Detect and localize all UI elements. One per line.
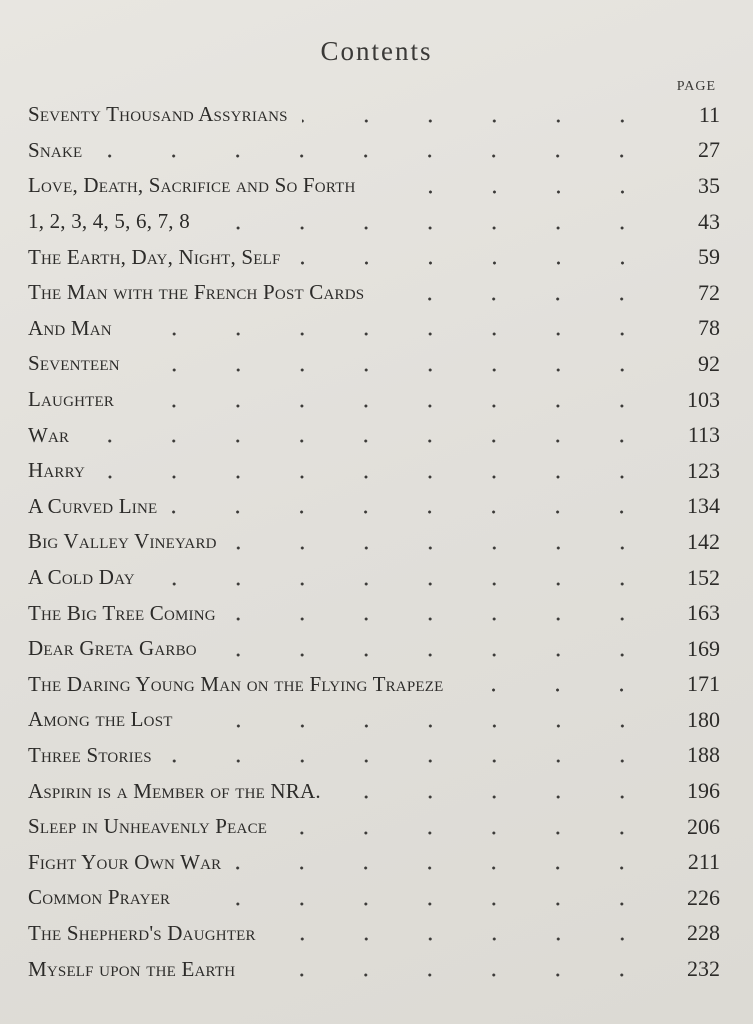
toc-entry: [28, 631, 720, 667]
entry-title: A Cold Day: [28, 565, 135, 590]
contents-heading: Contents: [320, 36, 433, 66]
dot-leader: [166, 759, 654, 763]
dot-leader: [96, 154, 654, 158]
dot-leader: [211, 653, 654, 657]
entry-title: Aspirin is a Member of the NRA.: [28, 778, 321, 803]
dot-leader: [235, 866, 654, 870]
toc-entry: [28, 738, 720, 774]
toc-entry: [28, 880, 720, 916]
entry-page-number: 123: [687, 457, 720, 483]
entry-title: Love, Death, Sacrifice and So Forth: [28, 173, 356, 198]
dot-leader: [187, 724, 654, 728]
dot-leader: [134, 368, 654, 372]
toc-entry: [28, 844, 720, 880]
entry-page-number: 134: [687, 493, 720, 519]
dot-leader: [281, 831, 654, 835]
dot-leader: [171, 510, 654, 514]
entry-page-number: 196: [687, 778, 720, 804]
entry-page-number: 169: [687, 635, 720, 661]
dot-leader: [126, 332, 654, 336]
entry-title: Harry: [28, 458, 86, 483]
dot-leader: [128, 404, 654, 408]
toc-entry: [28, 524, 720, 560]
entry-page-number: 92: [698, 350, 720, 376]
toc-entry: [28, 133, 720, 169]
toc-entry: [28, 916, 720, 952]
entry-title: Three Stories: [28, 742, 152, 767]
entry-page-number: 142: [687, 528, 720, 554]
dot-leader: [270, 937, 654, 941]
toc-entry: [28, 346, 720, 382]
entry-page-number: 226: [687, 884, 720, 910]
page-column-label: PAGE: [676, 79, 716, 94]
toc-entry: [28, 453, 720, 489]
entry-title: The Daring Young Man on the Flying Trapeze: [28, 671, 444, 696]
toc-entry: [28, 97, 720, 133]
toc-entry: [28, 275, 720, 311]
entry-title: Snake: [28, 137, 83, 162]
dot-leader: [378, 297, 654, 301]
entry-title: Myself upon the Earth: [28, 956, 236, 981]
entry-page-number: 27: [698, 137, 720, 163]
entry-title: Common Prayer: [28, 885, 171, 910]
dot-leader: [184, 902, 654, 906]
dot-leader: [302, 119, 654, 123]
entry-page-number: 232: [687, 956, 720, 982]
entry-title: Dear Greta Garbo: [28, 636, 197, 661]
dot-leader: [231, 546, 654, 550]
entry-title: A Curved Line: [28, 493, 158, 518]
toc-entry: [28, 382, 720, 418]
toc-entry: [28, 951, 720, 987]
entry-page-number: 152: [687, 564, 720, 590]
entry-page-number: 171: [687, 671, 720, 697]
entry-title: The Man with the French Post Cards: [28, 280, 365, 305]
dot-leader: [295, 261, 654, 265]
toc-entry: [28, 204, 720, 240]
dot-leader: [83, 439, 654, 443]
dot-leader: [99, 475, 654, 479]
toc-entry: [28, 702, 720, 738]
entry-page-number: 113: [687, 422, 720, 448]
dot-leader: [457, 688, 654, 692]
toc-entry: [28, 239, 720, 275]
entry-title: Among the Lost: [28, 707, 173, 732]
toc-entry: [28, 809, 720, 845]
entry-page-number: 43: [698, 208, 720, 234]
entry-page-number: 59: [698, 244, 720, 270]
entry-page-number: 180: [687, 706, 720, 732]
dot-leader: [335, 795, 654, 799]
entry-page-number: 35: [698, 172, 720, 198]
entry-page-number: 163: [687, 600, 720, 626]
entry-title: 1, 2, 3, 4, 5, 6, 7, 8: [28, 209, 190, 234]
entry-title: And Man: [28, 315, 112, 340]
entry-page-number: 103: [687, 386, 720, 412]
entry-title: The Earth, Day, Night, Self: [28, 244, 281, 269]
toc-entry: [28, 595, 720, 631]
entry-title: Big Valley Vineyard: [28, 529, 217, 554]
entry-title: Sleep in Unheavenly Peace: [28, 814, 268, 839]
entry-title: The Shepherd's Daughter: [28, 920, 256, 945]
entry-title: Fight Your Own War: [28, 849, 222, 874]
contents-list: [28, 97, 720, 987]
toc-entry: [28, 311, 720, 347]
entry-page-number: 188: [687, 742, 720, 768]
dot-leader: [230, 617, 654, 621]
entry-page-number: 78: [698, 315, 720, 341]
entry-title: Laughter: [28, 387, 115, 412]
entry-title: Seventy Thousand Assyrians: [28, 102, 288, 127]
entry-page-number: 228: [687, 920, 720, 946]
dot-leader: [370, 190, 654, 194]
toc-entry: [28, 667, 720, 703]
entry-title: War: [28, 422, 70, 447]
dot-leader: [204, 226, 654, 230]
entry-page-number: 211: [687, 849, 720, 875]
dot-leader: [149, 582, 654, 586]
toc-entry: [28, 417, 720, 453]
entry-title: Seventeen: [28, 351, 120, 376]
entry-page-number: 206: [687, 813, 720, 839]
dot-leader: [249, 973, 654, 977]
toc-entry: [28, 168, 720, 204]
entry-title: The Big Tree Coming: [28, 600, 216, 625]
toc-entry: [28, 560, 720, 596]
entry-page-number: 11: [698, 101, 720, 127]
toc-entry: [28, 773, 720, 809]
entry-page-number: 72: [698, 279, 720, 305]
toc-entry: [28, 489, 720, 525]
